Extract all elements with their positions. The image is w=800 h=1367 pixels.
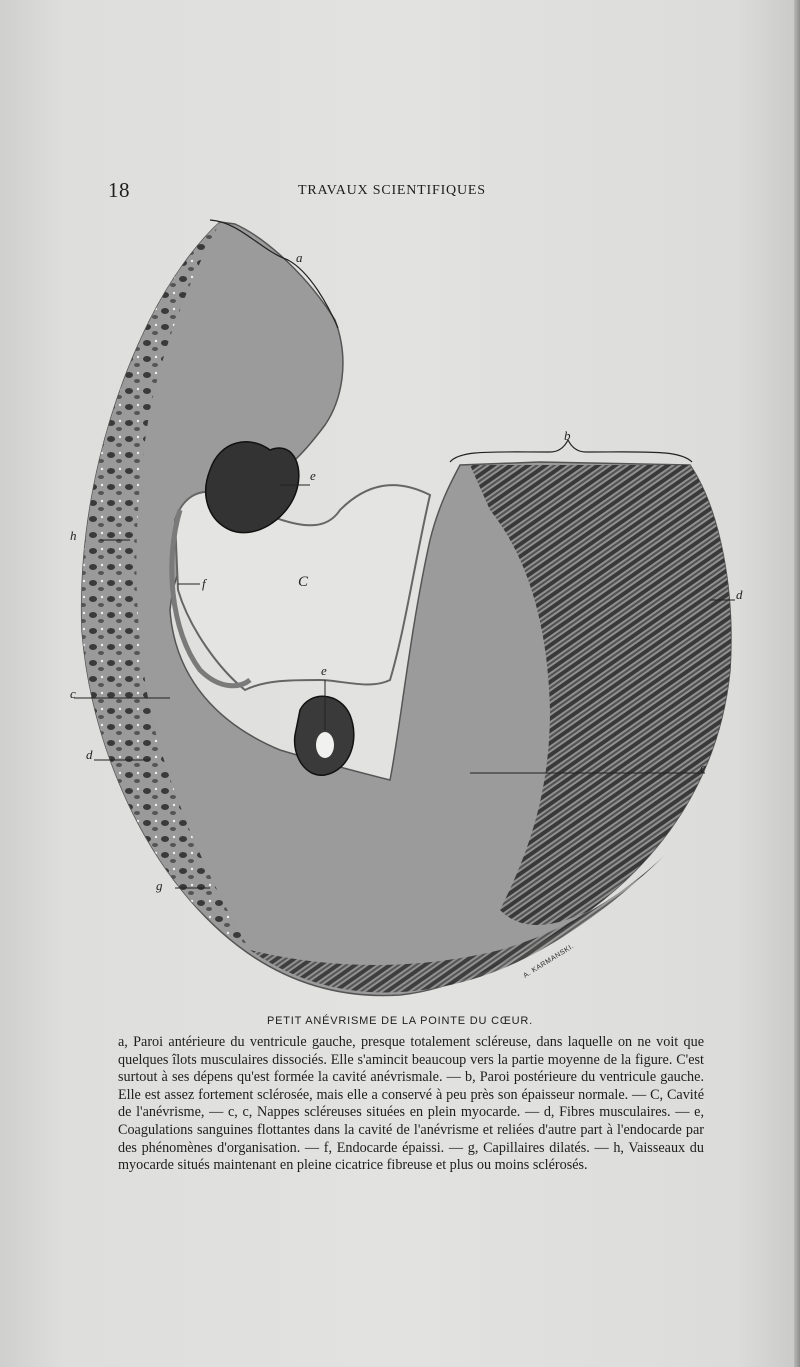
- heart-section-illustration: [70, 210, 760, 1000]
- label-e-top: e: [310, 468, 316, 483]
- figure-legend: a, Paroi antérieure du ventricule gauche, presque totalement scléreuse, dans laquelle on ne voit que quelques îlots musculaires dissociés. Elle s'amincit beaucoup vers la partie moyenne de la figure. C'est surtout à ses dépens qu'est formée la cavité anévrismale. — b, Paroi postérieure du ventricule gauche. Elle est assez fortement sclérosée, mais elle a conservé à peu près son épaisseur normale. — C, Cavité de l'anévrisme, — c, c, Nappes scléreuses situées en plein myocarde. — d, Fibres musculaires. — e, Coagulations sanguines flottantes dans la cavité de l'anévrisme et reliées d'autre part à l'endocarde par des phénomènes d'organisation. — f, Endocarde épaissi. — g, Capillaires dilatés. — h, Vaisseaux du myocarde situés maintenant en pleine cicatrice fibreuse et plus ou moins sclérosés.: [118, 1034, 704, 1174]
- label-e-bottom: e: [321, 663, 327, 678]
- label-b: b: [564, 428, 571, 443]
- label-f: f: [202, 576, 206, 591]
- running-title: TRAVAUX SCIENTIFIQUES: [298, 183, 486, 198]
- label-c-left: c: [70, 686, 76, 701]
- clot-top: [206, 442, 299, 533]
- label-a: a: [296, 250, 303, 265]
- histology-figure: [70, 210, 760, 1000]
- label-g: g: [156, 878, 163, 893]
- bracket-b: [450, 440, 692, 462]
- label-h: h: [70, 528, 77, 543]
- page-number: 18: [108, 178, 130, 202]
- label-cavity-C: C: [298, 574, 309, 590]
- page-edge: [794, 0, 800, 1367]
- label-d-right: d: [736, 587, 743, 602]
- engraver-signature: A. KARMANSKI.: [522, 942, 576, 980]
- figure-caption-title: PETIT ANÉVRISME DE LA POINTE DU CŒUR.: [267, 1015, 533, 1027]
- label-d-left: d: [86, 747, 93, 762]
- label-c-right: c: [700, 760, 706, 775]
- clot-bottom-lumen: [316, 732, 334, 758]
